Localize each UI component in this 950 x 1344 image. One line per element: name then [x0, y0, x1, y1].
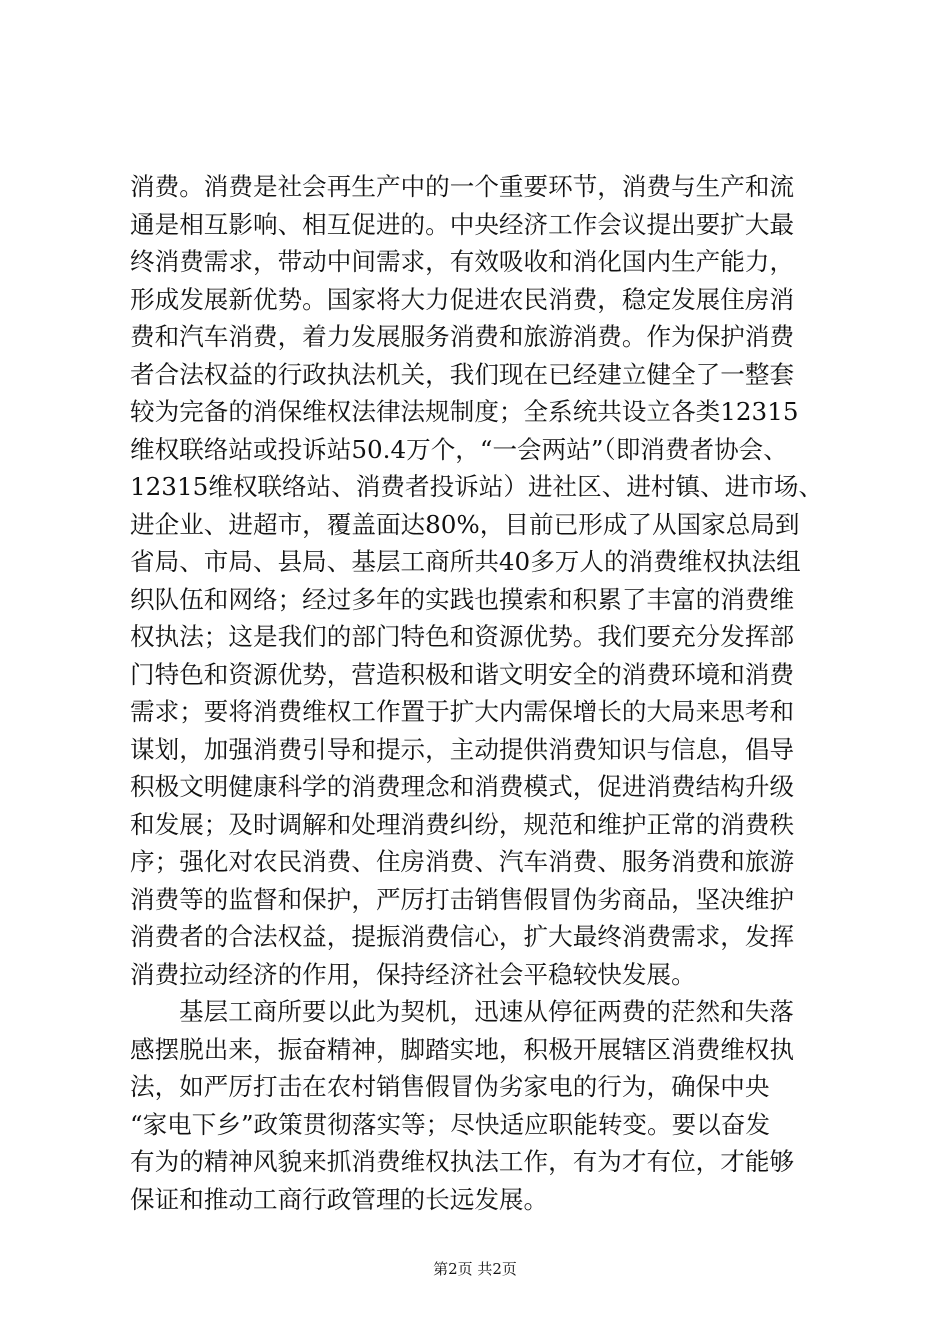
paragraph-1-line: 形成发展新优势。国家将大力促进农民消费，稳定发展住房消 — [130, 284, 795, 314]
paragraph-2-line: 感摆脱出来，振奋精神，脚踏实地，积极开展辖区消费维权执 — [130, 1034, 795, 1064]
paragraph-1-line: 者合法权益的行政执法机关，我们现在已经建立健全了一整套 — [130, 359, 795, 389]
paragraph-1-line: 谋划，加强消费引导和提示，主动提供消费知识与信息，倡导 — [130, 734, 795, 764]
paragraph-1-line: 序；强化对农民消费、住房消费、汽车消费、服务消费和旅游 — [130, 847, 795, 876]
paragraph-1-line: 消费拉动经济的作用，保持经济社会平稳较快发展。 — [130, 959, 696, 989]
paragraph-2-line: “家电下乡”政策贯彻落实等；尽快适应职能转变。要以奋发 — [130, 1109, 770, 1139]
page-footer: 第2页 共2页 — [433, 1260, 517, 1278]
paragraph-1-line: 通是相互影响、相互促进的。中央经济工作会议提出要扩大最 — [130, 209, 795, 239]
paragraph-1-line: 积极文明健康科学的消费理念和消费模式，促进消费结构升级 — [130, 772, 795, 801]
paragraph-2-line: 法，如严厉打击在农村销售假冒伪劣家电的行为，确保中央 — [130, 1072, 770, 1101]
paragraph-1-line: 权执法；这是我们的部门特色和资源优势。我们要充分发挥部 — [130, 622, 795, 651]
paragraph-1-line: 织队伍和网络；经过多年的实践也摸索和积累了丰富的消费维 — [130, 584, 795, 614]
paragraph-2-line: 保证和推动工商行政管理的长远发展。 — [130, 1184, 549, 1214]
paragraph-1-line: 进企业、进超市，覆盖面达80%，目前已形成了从国家总局到 — [130, 509, 800, 539]
paragraph-1-line: 需求；要将消费维权工作置于扩大内需保增长的大局来思考和 — [130, 697, 795, 726]
paragraph-1-line: 和发展；及时调解和处理消费纠纷，规范和维护正常的消费秩 — [130, 809, 795, 839]
paragraph-1-line: 省局、市局、县局、基层工商所共40多万人的消费维权执法组 — [130, 547, 801, 576]
paragraph-1-line: 门特色和资源优势，营造积极和谐文明安全的消费环境和消费 — [130, 659, 795, 689]
paragraph-1-line: 较为完备的消保维权法律法规制度；全系统共设立各类12315 — [130, 397, 799, 426]
paragraph-1-line: 费和汽车消费，着力发展服务消费和旅游消费。作为保护消费 — [130, 322, 795, 351]
paragraph-1-line: 消费等的监督和保护，严厉打击销售假冒伪劣商品，坚决维护 — [130, 884, 795, 914]
paragraph-2-line: 有为的精神风貌来抓消费维权执法工作，有为才有位，才能够 — [130, 1147, 795, 1176]
paragraph-1-line: 终消费需求，带动中间需求，有效吸收和消化国内生产能力， — [130, 247, 795, 276]
paragraph-2-line: 基层工商所要以此为契机，迅速从停征两费的茫然和失落 — [179, 997, 794, 1026]
paragraph-1-line: 12315维权联络站、消费者投诉站）进社区、进村镇、进市场、 — [130, 472, 824, 501]
paragraph-1-line: 消费。消费是社会再生产中的一个重要环节，消费与生产和流 — [130, 172, 795, 201]
paragraph-1-line: 消费者的合法权益，提振消费信心，扩大最终消费需求，发挥 — [130, 922, 795, 951]
paragraph-1-line: 维权联络站或投诉站50.4万个，“一会两站”（即消费者协会、 — [130, 434, 788, 464]
body-text — [130, 168, 830, 1218]
